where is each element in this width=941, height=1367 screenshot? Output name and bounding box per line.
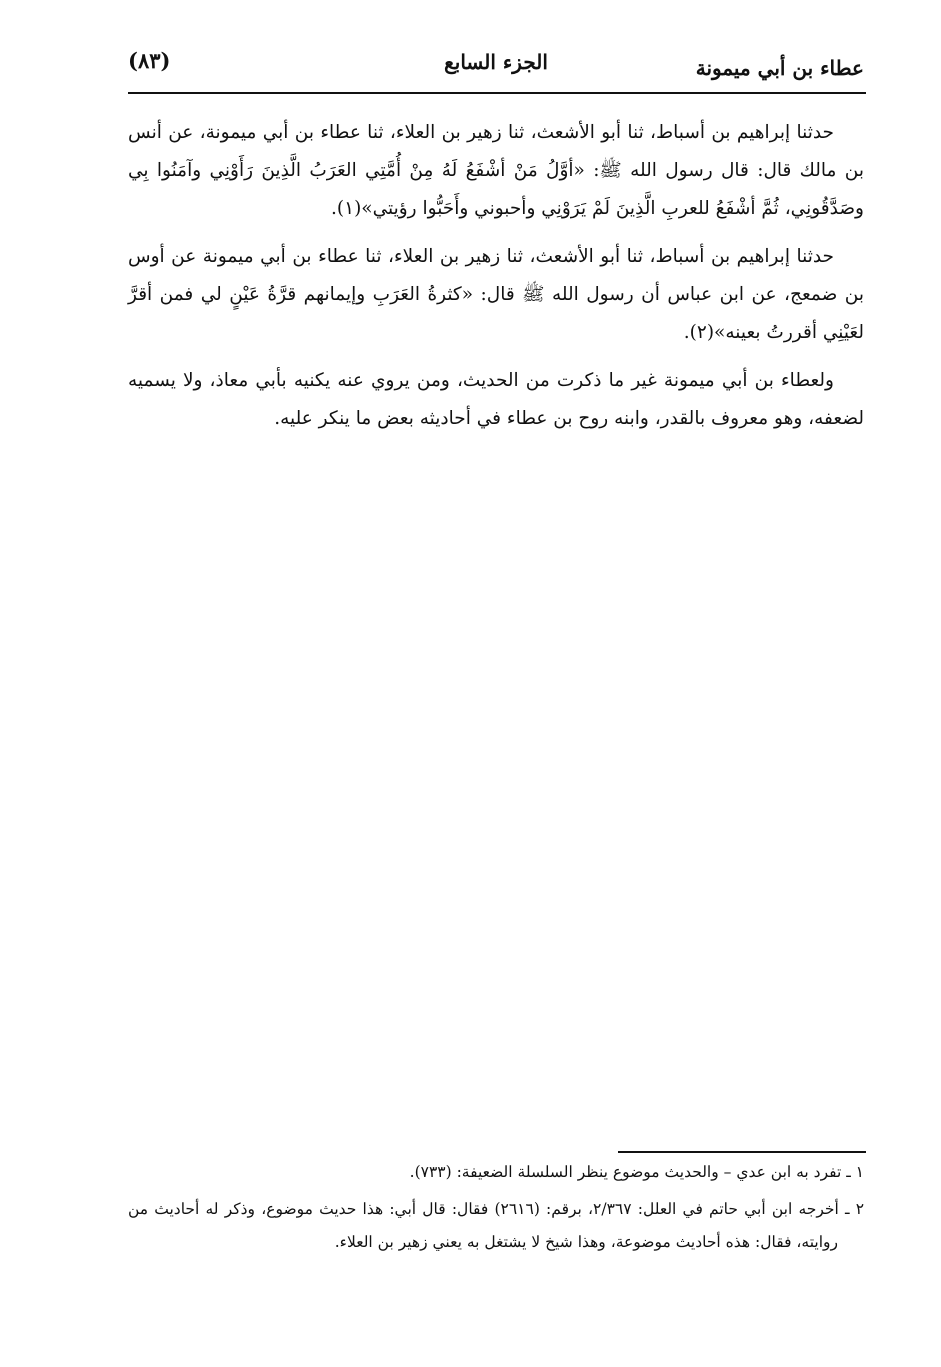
footnote-2: ٢ ـ أخرجه ابن أبي حاتم في العلل: ٢/٣٦٧، برقم: (٢٦١٦) فقال: قال أبي: هذا حديث موضوع، وذكر له أحاديث من روايته، فقال: هذه أحاديث موضوعة، وهذا شيخ لا يشتغل به يعني زهير بن العلاء.: [128, 1200, 865, 1251]
hadith-paragraph-2: حدثنا إبراهيم بن أسباط، ثنا أبو الأشعث، ثنا زهير بن العلاء، ثنا عطاء بن أبي ميمونة عن أوس بن ضمعج، عن ابن عباس أن رسول الله ﷺ قال: «كثرةُ العَرَبِ وإيمانهم قرَّةُ عَيْنٍ لي فمن أقرَّ لعَيْنِي أقررتُ بعينه»(٢).: [128, 246, 864, 343]
volume-label: الجزء السابع: [444, 50, 548, 74]
footnote-1: ١ ـ تفرد به ابن عدي – والحديث موضوع ينظر السلسلة الضعيفة: (٧٣٣).: [409, 1163, 864, 1181]
header-divider: [128, 92, 866, 94]
running-title: عطاء بن أبي ميمونة: [695, 56, 864, 80]
hadith-paragraph-1: حدثنا إبراهيم بن أسباط، ثنا أبو الأشعث، ثنا زهير بن العلاء، ثنا عطاء بن أبي ميمونة، عن أنس بن مالك قال: قال رسول الله ﷺ: «أوَّلُ مَنْ أشْفَعُ لَهُ مِنْ أُمَّتِي العَرَبُ الَّذِينَ رَأَوْنِي وآمَنُوا بِي وصَدَّقُونِي، ثُمَّ أشْفَعُ للعربِ الَّذِينَ لَمْ يَرَوْنِي وأحبوني وأَحَبُّوا رؤيتي»(١).: [128, 122, 864, 219]
main-text: [128, 114, 864, 448]
page-number: (٨٣): [128, 48, 171, 73]
footnote-divider: [618, 1151, 866, 1153]
footnotes: [128, 1156, 864, 1263]
page-header: [128, 44, 864, 90]
commentary-paragraph: ولعطاء بن أبي ميمونة غير ما ذكرت من الحديث، ومن يروي عنه يكنيه بأبي معاذ، ولا يسميه لضعفه، وهو معروف بالقدر، وابنه روح بن عطاء في أحاديثه بعض ما ينكر عليه.: [128, 370, 864, 429]
